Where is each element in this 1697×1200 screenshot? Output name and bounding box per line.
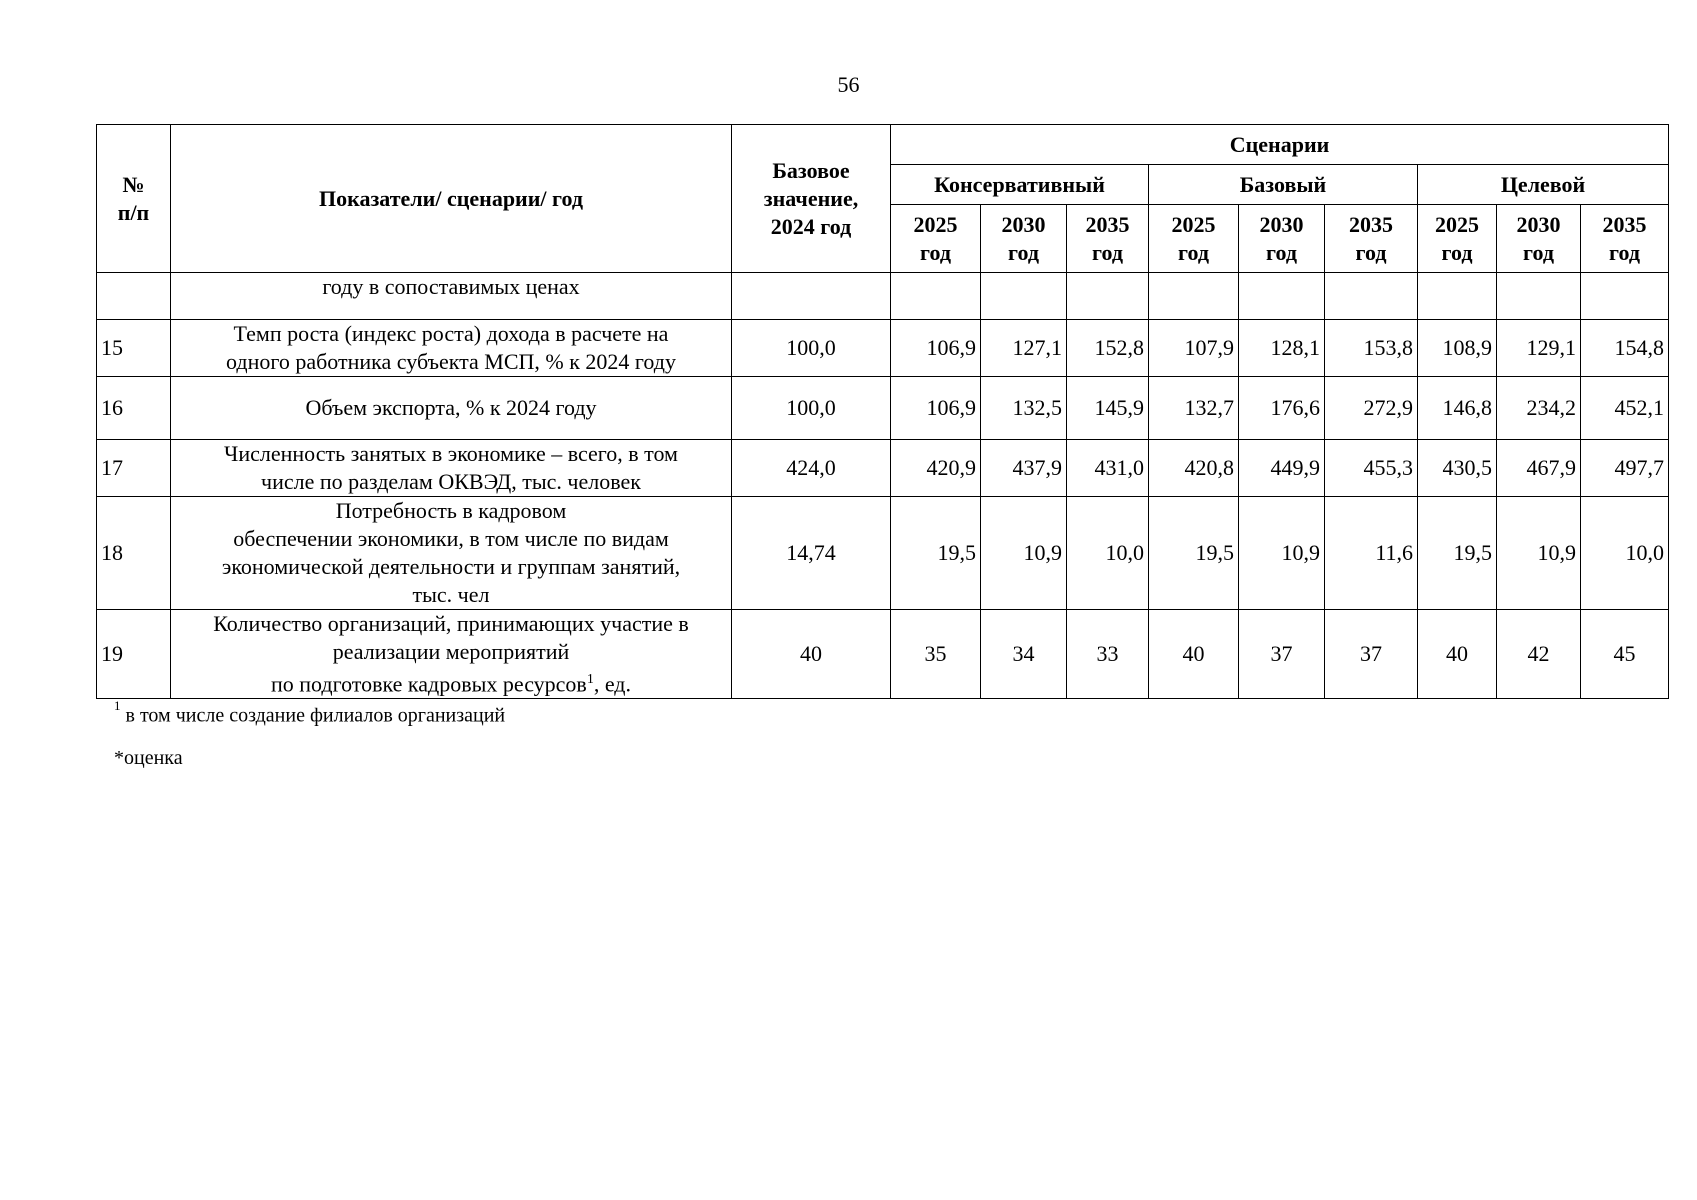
- row-name-cell: году в сопоставимых ценах: [171, 273, 732, 320]
- header-scenario-target: Целевой: [1418, 165, 1669, 205]
- row-value-cell: 108,9: [1418, 320, 1497, 377]
- row-value-cell: 497,7: [1581, 440, 1669, 497]
- year-number: 2030: [1516, 211, 1561, 237]
- footnote-marker: 1: [114, 698, 121, 713]
- year-number: 2030: [1259, 211, 1304, 237]
- footnote: [114, 698, 506, 728]
- row-name-cell: [171, 440, 732, 497]
- row-value-cell: 40: [1418, 610, 1497, 699]
- row-value-cell: 42: [1497, 610, 1581, 699]
- row-value-cell: 45: [1581, 610, 1669, 699]
- year-number: 2035: [1085, 211, 1130, 237]
- row-base-cell: 40: [732, 610, 891, 699]
- year-number: 2025: [913, 211, 958, 237]
- row-value-cell: 152,8: [1067, 320, 1149, 377]
- indicators-table: [96, 124, 1669, 699]
- row-value-cell: [1067, 273, 1149, 320]
- row-value-cell: 40: [1149, 610, 1239, 699]
- row-value-cell: 234,2: [1497, 377, 1581, 440]
- row-value-cell: 467,9: [1497, 440, 1581, 497]
- estimate-note: *оценка: [114, 747, 183, 769]
- header-year-base-2025: [1149, 205, 1239, 273]
- row-name-line: тыс. чел: [412, 582, 490, 607]
- year-suffix: год: [1008, 239, 1039, 265]
- row-value-cell: 420,9: [891, 440, 981, 497]
- header-base-line-1: Базовое: [772, 157, 850, 183]
- row-value-cell: 437,9: [981, 440, 1067, 497]
- year-suffix: год: [1523, 239, 1554, 265]
- header-number-pp: п/п: [117, 199, 150, 225]
- row-value-cell: 154,8: [1581, 320, 1669, 377]
- footnote-reference: 1: [586, 672, 594, 687]
- row-value-cell: 431,0: [1067, 440, 1149, 497]
- row-name-line: экономической деятельности и группам занятий,: [221, 554, 681, 579]
- header-year-conservative-2025: [891, 205, 981, 273]
- row-value-cell: [1497, 273, 1581, 320]
- row-value-cell: 35: [891, 610, 981, 699]
- row-value-cell: 107,9: [1149, 320, 1239, 377]
- year-number: 2030: [1001, 211, 1046, 237]
- row-base-cell: 100,0: [732, 377, 891, 440]
- row-value-cell: 127,1: [981, 320, 1067, 377]
- table-row: [97, 497, 1669, 610]
- row-name-line: обеспечении экономики, в том числе по видам: [233, 526, 669, 551]
- row-value-cell: [981, 273, 1067, 320]
- row-value-cell: [891, 273, 981, 320]
- page-number: 56: [837, 72, 860, 97]
- row-name-cell: [171, 497, 732, 610]
- header-year-target-2025: [1418, 205, 1497, 273]
- row-number-cell: 15: [97, 320, 171, 377]
- row-value-cell: [1581, 273, 1669, 320]
- row-value-cell: [1149, 273, 1239, 320]
- row-value-cell: 420,8: [1149, 440, 1239, 497]
- row-name-cell: [171, 377, 732, 440]
- row-number-cell: [97, 273, 171, 320]
- row-value-cell: 106,9: [891, 320, 981, 377]
- row-name-line: одного работника субъекта МСП, % к 2024 году: [226, 349, 676, 374]
- row-value-cell: 10,9: [1239, 497, 1325, 610]
- row-value-cell: 145,9: [1067, 377, 1149, 440]
- row-number-cell: 18: [97, 497, 171, 610]
- year-number: 2035: [1349, 211, 1393, 237]
- row-value-cell: 10,9: [981, 497, 1067, 610]
- header-year-conservative-2030: [981, 205, 1067, 273]
- year-suffix: год: [1266, 239, 1297, 265]
- row-name-line: числе по разделам ОКВЭД, тыс. человек: [261, 469, 641, 494]
- row-value-cell: 449,9: [1239, 440, 1325, 497]
- row-base-cell: 424,0: [732, 440, 891, 497]
- row-value-cell: 37: [1239, 610, 1325, 699]
- year-number: 2025: [1171, 211, 1216, 237]
- row-name-line: реализации мероприятий: [332, 639, 570, 664]
- year-suffix: год: [1355, 239, 1387, 265]
- row-value-cell: 146,8: [1418, 377, 1497, 440]
- row-value-cell: 19,5: [1418, 497, 1497, 610]
- row-value-cell: 272,9: [1325, 377, 1418, 440]
- row-number-cell: 16: [97, 377, 171, 440]
- row-value-cell: 11,6: [1325, 497, 1418, 610]
- header-year-base-2035: [1325, 205, 1418, 273]
- row-value-cell: 106,9: [891, 377, 981, 440]
- header-scenario-base: Базовый: [1149, 165, 1418, 205]
- row-value-cell: 452,1: [1581, 377, 1669, 440]
- row-base-cell: 100,0: [732, 320, 891, 377]
- row-name-line: Потребность в кадровом: [335, 498, 567, 523]
- row-value-cell: 455,3: [1325, 440, 1418, 497]
- table-row-continuation: [97, 273, 1669, 320]
- header-scenarios: Сценарии: [891, 125, 1669, 165]
- table-row: [97, 377, 1669, 440]
- row-value-cell: 132,7: [1149, 377, 1239, 440]
- row-value-cell: 19,5: [1149, 497, 1239, 610]
- row-value-cell: [1325, 273, 1418, 320]
- header-base-line-2: значение,: [763, 185, 859, 211]
- table-row: [97, 610, 1669, 699]
- header-number: [97, 125, 171, 273]
- row-number-cell: 17: [97, 440, 171, 497]
- row-name-line: Темп роста (индекс роста) дохода в расчете на: [233, 321, 669, 346]
- row-value-cell: 10,9: [1497, 497, 1581, 610]
- row-base-cell: 14,74: [732, 497, 891, 610]
- row-name-cell: [171, 610, 732, 699]
- table-row: [97, 320, 1669, 377]
- header-number-symbol: №: [122, 171, 145, 197]
- year-suffix: год: [920, 239, 951, 265]
- row-value-cell: [1418, 273, 1497, 320]
- header-base-value: [732, 125, 891, 273]
- row-value-cell: 132,5: [981, 377, 1067, 440]
- row-number-cell: 19: [97, 610, 171, 699]
- row-value-cell: 129,1: [1497, 320, 1581, 377]
- row-value-cell: 10,0: [1581, 497, 1669, 610]
- year-suffix: год: [1178, 239, 1209, 265]
- row-value-cell: 153,8: [1325, 320, 1418, 377]
- header-scenario-conservative: Консервативный: [891, 165, 1149, 205]
- year-number: 2025: [1435, 211, 1479, 237]
- row-value-cell: 33: [1067, 610, 1149, 699]
- row-value-cell: [1239, 273, 1325, 320]
- header-year-base-2030: [1239, 205, 1325, 273]
- footnote-text: в том числе создание филиалов организаций: [125, 704, 506, 727]
- row-name-line-tail: , ед.: [593, 671, 631, 697]
- row-value-cell: 37: [1325, 610, 1418, 699]
- row-name-line: Численность занятых в экономике – всего, в том: [224, 441, 678, 466]
- row-value-cell: 10,0: [1067, 497, 1149, 610]
- row-name-line-text: по подготовке кадровых ресурсов: [270, 671, 587, 697]
- year-suffix: год: [1441, 239, 1473, 265]
- header-indicator: Показатели/ сценарии/ год: [171, 125, 732, 273]
- table-row: [97, 440, 1669, 497]
- row-value-cell: 34: [981, 610, 1067, 699]
- row-name-line: Объем экспорта, % к 2024 году: [305, 395, 597, 420]
- row-value-cell: 19,5: [891, 497, 981, 610]
- row-name-line: [175, 666, 727, 698]
- row-value-cell: 128,1: [1239, 320, 1325, 377]
- row-name-cell: [171, 320, 732, 377]
- year-suffix: год: [1609, 239, 1640, 265]
- header-year-conservative-2035: [1067, 205, 1149, 273]
- header-year-target-2035: [1581, 205, 1669, 273]
- year-suffix: год: [1092, 239, 1123, 265]
- row-base-cell: [732, 273, 891, 320]
- header-base-line-3: 2024 год: [770, 213, 852, 239]
- year-number: 2035: [1602, 211, 1647, 237]
- row-value-cell: 176,6: [1239, 377, 1325, 440]
- header-year-target-2030: [1497, 205, 1581, 273]
- row-value-cell: 430,5: [1418, 440, 1497, 497]
- row-name-line: Количество организаций, принимающих участие в: [213, 611, 689, 636]
